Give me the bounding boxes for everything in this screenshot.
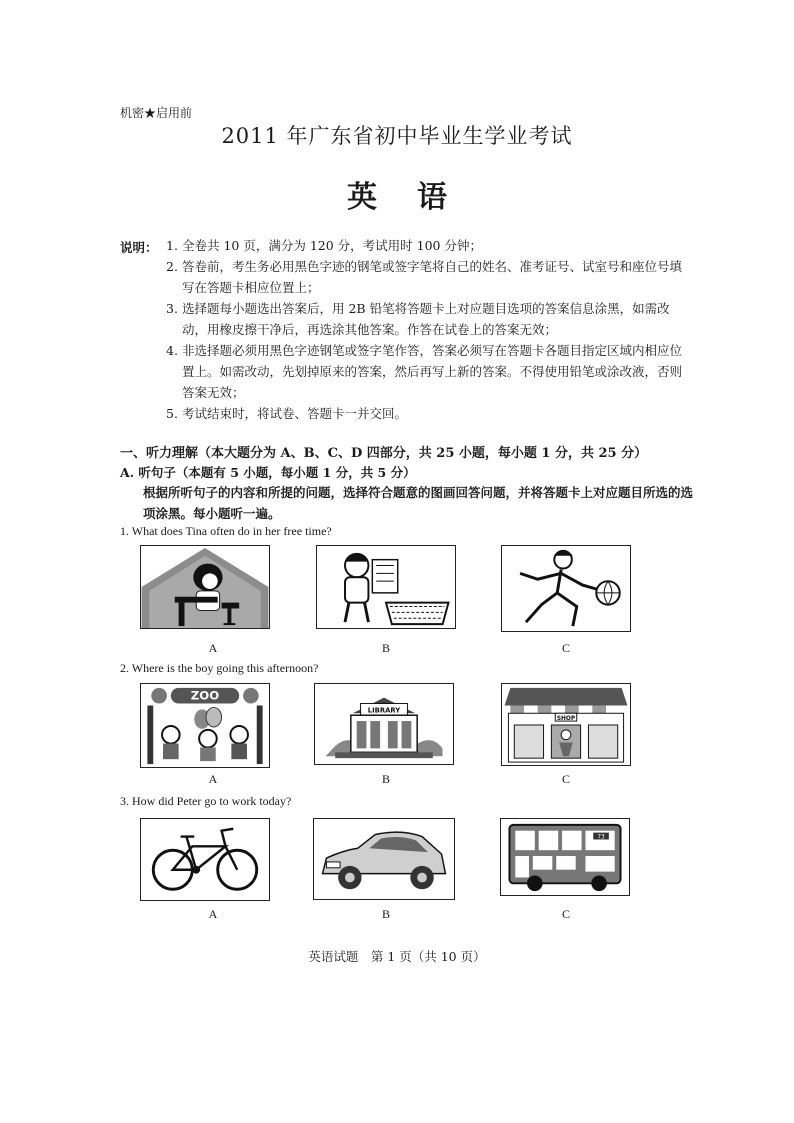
basketball-image (501, 545, 631, 632)
note-item: 1. 全卷共 10 页，满分为 120 分，考试用时 100 分钟； (166, 238, 482, 253)
bus-number: 73 (597, 834, 605, 841)
part-a-title: A. 听句子（本题有 5 小题，每小题 1 分，共 5 分） (120, 465, 416, 480)
note-item: 4. 非选择题必须用黑色字迹钢笔或签字笔作答，答案必须写在答题卡各题目指定区域内相应位置上。如需改动，先划掉原来的答案，然后再写上新的答案。不得使用铅笔或涂改液，否则答案无效； (166, 343, 683, 400)
note-item: 5. 考试结束时，将试卷、答题卡一并交回。 (166, 406, 408, 421)
option-b: B (381, 772, 390, 786)
shop-image (501, 683, 631, 766)
zoo-image (140, 683, 270, 768)
zoo-sign: ZOO (190, 688, 220, 703)
question-1: 1. What does Tina often do in her free time? (120, 524, 332, 538)
washing-clothes-image (316, 545, 456, 629)
library-image (314, 683, 454, 765)
instruction: 根据所听句子的内容和所提的问题，选择符合题意的图画回答问题，并将答题卡上对应题目所选的选项涂黑。每小题听一遍。 (143, 485, 694, 521)
option-c: C (561, 641, 570, 655)
option-a: A (208, 641, 218, 655)
car-image (313, 818, 455, 900)
option-b: B (381, 907, 390, 921)
shop-sign: SHOP (556, 716, 576, 723)
reading-girl-image (140, 545, 270, 629)
library-sign: LIBRARY (367, 706, 401, 715)
question-2: 2. Where is the boy going this afternoon? (120, 661, 319, 675)
question-3: 3. How did Peter go to work today? (120, 794, 292, 808)
notes-label: 说明： (120, 240, 158, 255)
option-c: C (561, 907, 570, 921)
option-a: A (208, 772, 218, 786)
exam-title: 2011 年广东省初中毕业生学业考试 (221, 124, 573, 148)
bicycle-image (140, 818, 270, 901)
option-a: A (208, 907, 218, 921)
subject-title: 英语 (347, 180, 487, 215)
section-title: 一、听力理解（本大题分为 A、B、C、D 四部分，共 25 小题，每小题 1 分，共 25 分） (120, 446, 648, 461)
note-item: 3. 选择题每小题选出答案后，用 2B 铅笔将答题卡上对应题目选项的答案信息涂黑，如需改动，用橡皮擦干净后，再选涂其他答案。作答在试卷上的答案无效； (166, 301, 670, 337)
confidential-label: 机密★启用前 (120, 106, 193, 120)
option-c: C (561, 772, 570, 786)
page-footer: 英语试题 第 1 页（共 10 页） (308, 949, 486, 964)
bus-image (500, 818, 630, 896)
note-item: 2. 答卷前，考生务必用黑色字迹的钢笔或签字笔将自己的姓名、准考证号、试室号和座位号填写在答题卡相应位置上； (166, 259, 683, 295)
option-b: B (381, 641, 390, 655)
